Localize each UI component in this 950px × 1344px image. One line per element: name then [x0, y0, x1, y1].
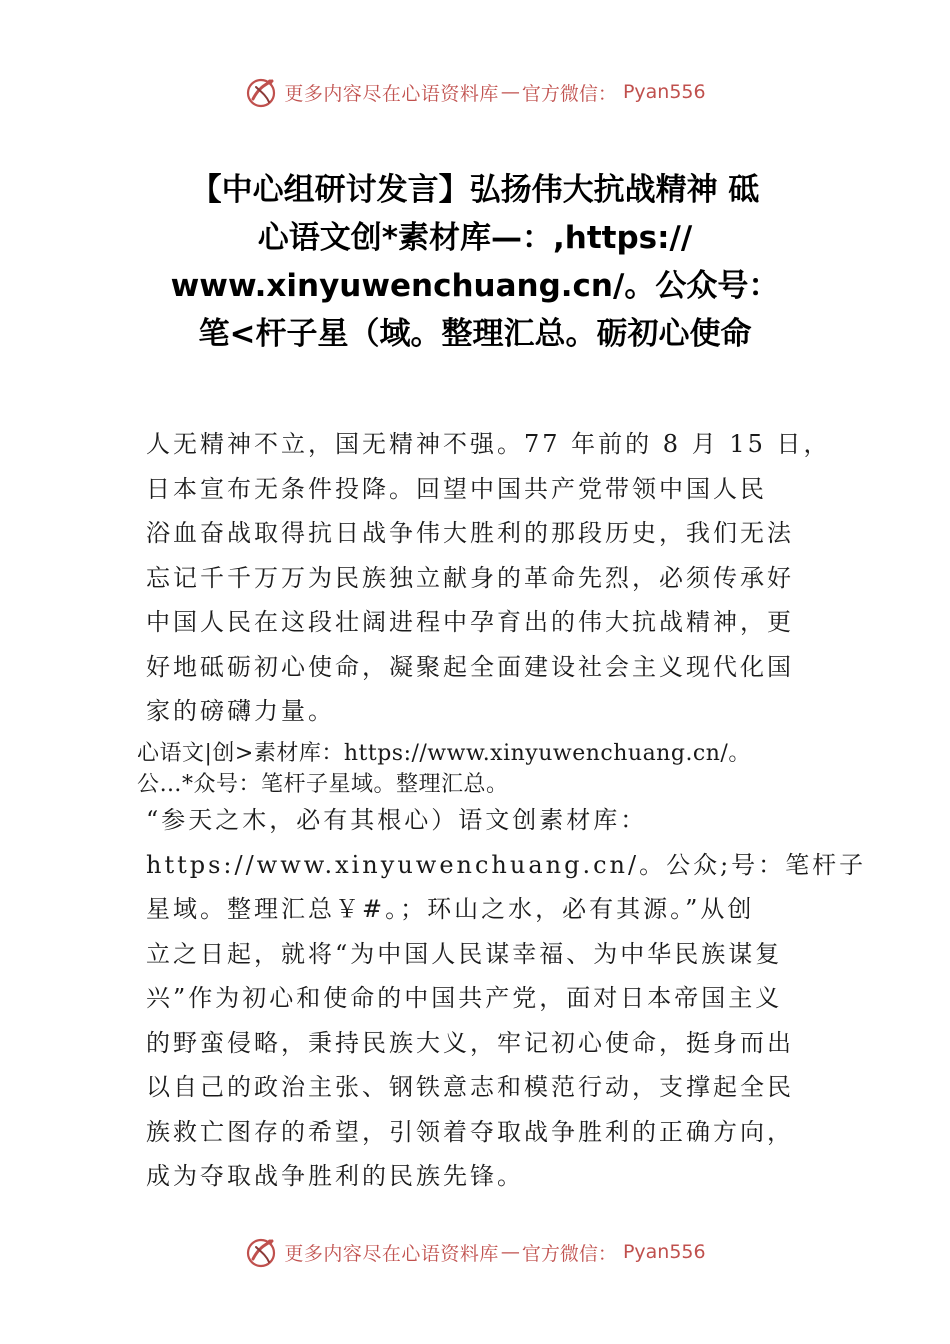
paragraph-line: “参天之木，必有其根心）语文创素材库： — [146, 806, 648, 834]
logo-icon — [244, 75, 278, 109]
paragraph-line: 好地砥砺初心使命，凝聚起全面建设社会主义现代化国 — [146, 652, 794, 681]
note-line-2: 公…*众号：笔杆子星域。整理汇总。 — [137, 772, 509, 797]
title-line-1: 【中心组研讨发言】弘扬伟大抗战精神 砥 — [190, 172, 760, 208]
note-line-1: 心语文|创>素材库：https://www.xinyuwenchuang.cn/。 — [137, 741, 751, 766]
title-line-3: www.xinyuwenchuang.cn/。公众号： — [170, 268, 780, 304]
banner-weixin-label: 官方微信： — [521, 82, 617, 105]
paragraph-line: 星域。整理汇总￥#。；环山之水，必有其源。”从创 — [146, 895, 755, 923]
paragraph-line: 浴血奋战取得抗日战争伟大胜利的那段历史，我们无法 — [146, 519, 794, 547]
paragraph-line: 成为夺取战争胜利的民族先锋。 — [146, 1162, 524, 1190]
footer-banner — [0, 1232, 950, 1272]
paragraph-line: https://www.xinyuwenchuang.cn/。公众;号：笔杆子 — [146, 850, 867, 879]
paragraph-line: 忘记千千万万为民族独立献身的革命先烈，必须传承好 — [146, 563, 794, 592]
paragraph-1 — [146, 422, 831, 734]
paragraph-line: 人无精神不立，国无精神不强。77 年前的 8 月 15 日， — [146, 430, 831, 458]
header-banner — [0, 72, 950, 112]
page-title — [120, 166, 830, 358]
paragraph-line: 以自己的政治主张、钢铁意志和模范行动，支撑起全民 — [146, 1073, 794, 1101]
paragraph-line: 日本宣布无条件投降。回望中国共产党带领中国人民 — [146, 474, 767, 503]
paragraph-line: 族救亡图存的希望，引领着夺取战争胜利的正确方向， — [146, 1117, 794, 1146]
banner-text: 更多内容尽在心语资料库 — [284, 82, 499, 105]
paragraph-line: 中国人民在这段壮阔进程中孕育出的伟大抗战精神，更 — [146, 608, 794, 636]
source-note — [137, 738, 827, 800]
banner-weixin-id: Pyan556 — [622, 81, 706, 103]
banner-text: 更多内容尽在心语资料库 — [284, 1242, 499, 1265]
logo-icon — [244, 1235, 278, 1269]
banner-separator: — — [500, 1241, 520, 1263]
paragraph-line: 家的磅礴力量。 — [146, 697, 335, 725]
paragraph-line: 的野蛮侵略，秉持民族大义，牢记初心使命，挺身而出 — [146, 1028, 794, 1057]
banner-weixin-label: 官方微信： — [521, 1242, 617, 1265]
paragraph-2 — [146, 798, 867, 1199]
paragraph-line: 兴”作为初心和使命的中国共产党，面对日本帝国主义 — [146, 984, 783, 1012]
banner-separator: — — [500, 81, 520, 103]
title-line-2: 心语文创*素材库—：,https:// — [257, 220, 693, 256]
banner-weixin-id: Pyan556 — [622, 1241, 706, 1263]
title-line-4: 笔<杆子星（域。整理汇总。砺初心使命 — [198, 316, 752, 352]
paragraph-line: 立之日起，就将“为中国人民谋幸福、为中华民族谋复 — [146, 939, 783, 968]
